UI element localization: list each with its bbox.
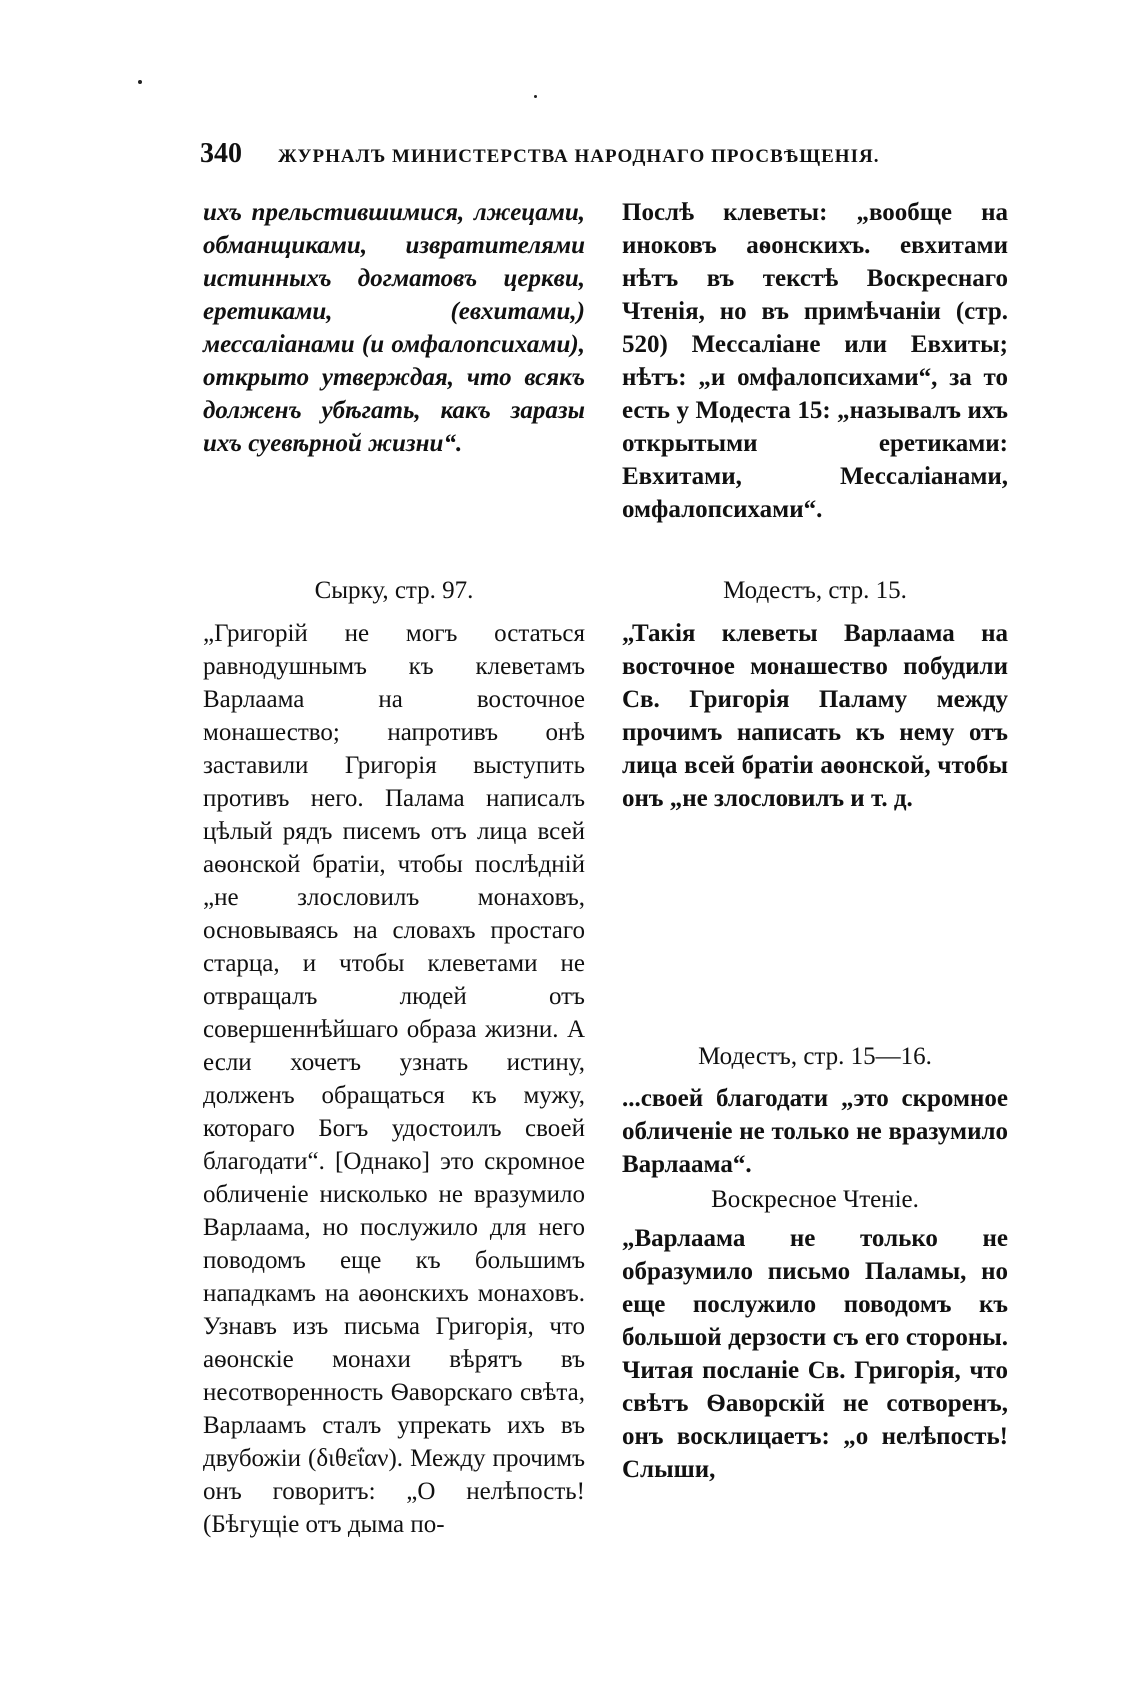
right-text-2 (622, 1082, 1008, 1181)
left-main-text (203, 617, 585, 1541)
left-main-paragraph: „Григорій не могъ остаться равнодушнымъ къ клеветамъ Варлаама на восточное монашество; напротивъ онѣ заставили Григорія выступить противъ него. Палама написалъ цѣлый рядъ писемъ отъ лица всей аѳонской братіи, чтобы послѣдній „не злословилъ монаховъ, основываясь на словахъ простаго старца, и чтобы клеветами не отвращалъ людей отъ совершеннѣйшаго образа жизни. А если хочетъ узнать истину, долженъ обращаться къ мужу, котораго Богъ удостоилъ своей благодати“. [Однако] это скромное обличеніе нисколько не вразумило Варлаама, но послужило для него поводомъ еще къ большимъ нападкамъ на аѳонскихъ монаховъ. Узнавъ изъ письма Григорія, что аѳонскіе монахи вѣрятъ въ несотворенность Ѳаворскаго свѣта, Варлаамъ сталъ упрекать ихъ въ двубожіи (διθεΐαν). Между прочимъ онъ говоритъ: „О нелѣпость! (Бѣгущіе отъ дыма по- (203, 620, 585, 1538)
page-number: 340 (200, 138, 242, 169)
right-text-3 (622, 1222, 1008, 1486)
right-heading-1: Модестъ, стр. 15. (723, 577, 907, 604)
right-heading-2: Модестъ, стр. 15—16. (698, 1043, 932, 1070)
right-paragraph-2: ...своей благодати „это скромное обличеніе не только не вразумило Варлаама“. (622, 1085, 1008, 1178)
top-right-paragraph: Послѣ клеветы: „вообще на иноковъ аѳонскихъ. евхитами нѣтъ въ текстѣ Воскреснаго Чтенія, но въ примѣчаніи (стр. 520) Мессаліане или Евхиты; нѣтъ: „и омфалопсихами“, за то есть у Модеста 15: „называлъ ихъ открытыми еретиками: Евхитами, Мессаліанами, омфалопсихами“. (622, 199, 1008, 523)
right-heading-3: Воскресное Чтеніе. (711, 1186, 919, 1213)
top-right-text (622, 196, 1008, 526)
right-paragraph-3: „Варлаама не только не образумило письмо Паламы, но еще послужило поводомъ къ большой дерзости съ его стороны. Читая посланіе Св. Григорія, что свѣтъ Ѳаворскій не сотворенъ, онъ восклицаетъ: „о нелѣпость! Слыши, (622, 1225, 1008, 1483)
top-left-paragraph: ихъ прельстившимися, лжецами, обманщиками, извратителями истинныхъ догматовъ церкви, еретиками, (евхитами,) мессаліанами (и омфалопсихами), открыто утверждая, что всякъ долженъ убѣгать, какъ заразы ихъ суевѣрной жизни“. (203, 199, 585, 457)
running-header (200, 138, 920, 170)
ink-speck (138, 80, 142, 84)
ink-speck (534, 95, 537, 98)
right-paragraph-1: „Такія клеветы Варлаама на восточное монашество побудили Св. Григорія Паламу между прочимъ написать къ нему отъ лица всей братіи аѳонской, чтобы онъ „не злословилъ и т. д. (622, 620, 1008, 812)
right-text-1 (622, 617, 1008, 815)
journal-title: ЖУРНАЛЪ МИНИСТЕРСТВА НАРОДНАГО ПРОСВѢЩЕНІЯ. (278, 146, 880, 167)
top-left-text (203, 196, 585, 460)
left-heading: Сырку, стр. 97. (314, 577, 474, 604)
